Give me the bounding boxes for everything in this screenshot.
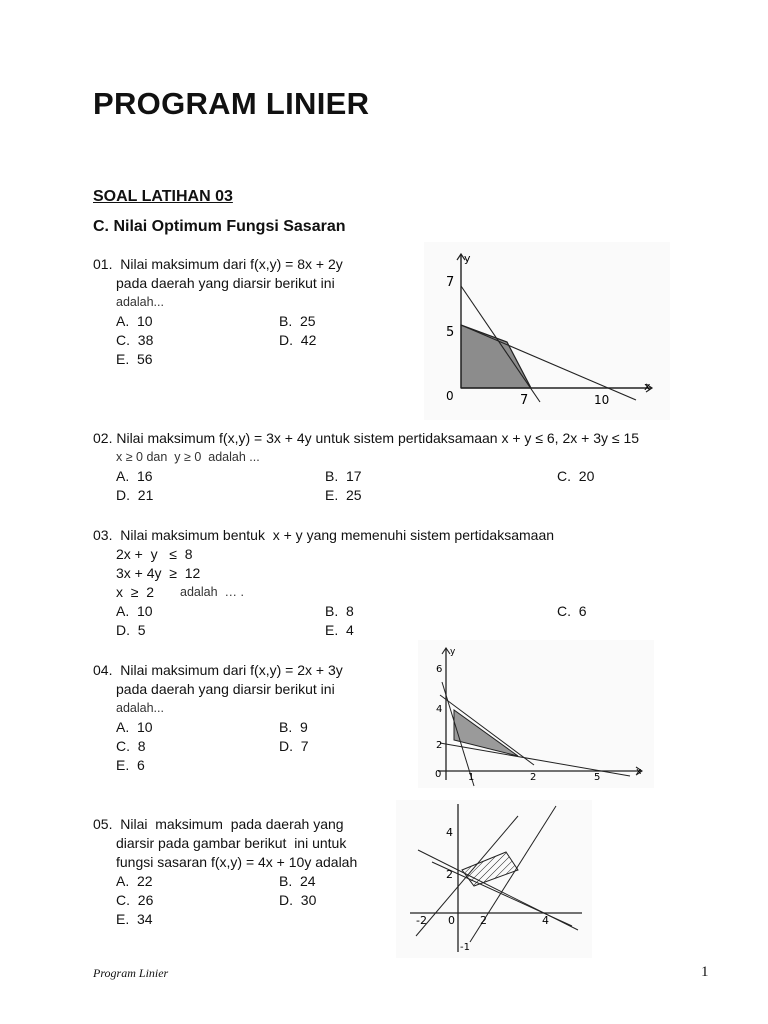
tick-label: 2 [530,772,537,783]
tick-label: 0 [446,389,454,403]
x-axis-label: x [636,767,642,777]
option: B. 17 [325,468,362,484]
option: C. 6 [557,603,587,619]
option: D. 7 [279,738,309,754]
option: B. 9 [279,719,308,735]
question-text: pada daerah yang diarsir berikut ini [116,681,335,697]
graph-figure-1 [424,242,670,420]
tick-label: 7 [520,393,529,408]
option: E. 4 [325,622,354,638]
option: D. 30 [279,892,317,908]
tick-label: -1 [460,942,470,953]
option: C. 26 [116,892,154,908]
section-heading: SOAL LATIHAN 03 [93,188,233,205]
option: D. 42 [279,332,317,348]
question-text: 3x + 4y ≥ 12 [116,565,201,581]
subsection-heading: C. Nilai Optimum Fungsi Sasaran [93,218,346,235]
question-text: adalah … . [180,585,244,599]
question-text: x ≥ 0 dan y ≥ 0 adalah ... [116,450,260,464]
option: D. 21 [116,487,154,503]
x-axis-label: x [644,380,651,393]
option: E. 6 [116,757,145,773]
graph-figure-2 [418,640,654,788]
option: A. 10 [116,719,153,735]
question-text: diarsir pada gambar berikut ini untuk [116,835,347,851]
tick-label: 2 [480,914,487,927]
tick-label: 6 [436,664,443,675]
page-number: 1 [701,964,709,980]
shaded-region [462,852,518,886]
question-text: pada daerah yang diarsir berikut ini [116,275,335,291]
question-text: adalah... [116,295,164,309]
question-text: 04. Nilai maksimum dari f(x,y) = 2x + 3y [93,662,343,678]
page-title: PROGRAM LINIER [93,86,370,121]
shaded-region [454,710,518,756]
y-axis-label: y [450,647,456,657]
tick-label: 0 [448,914,455,927]
option: E. 25 [325,487,362,503]
question-text: 01. Nilai maksimum dari f(x,y) = 8x + 2y [93,256,343,272]
tick-label: 4 [436,704,443,715]
option: D. 5 [116,622,146,638]
y-axis-label: y [464,252,471,265]
graph-figure-3 [396,800,592,958]
option: C. 38 [116,332,154,348]
option: C. 8 [116,738,146,754]
tick-label: 1 [468,772,475,783]
option: A. 10 [116,313,153,329]
shaded-region [461,325,531,388]
option: B. 8 [325,603,354,619]
option: A. 22 [116,873,153,889]
tick-label: 5 [446,325,455,340]
option: E. 56 [116,351,153,367]
question-text: 02. Nilai maksimum f(x,y) = 3x + 4y untuk sistem pertidaksamaan x + y ≤ 6, 2x + 3y ≤ 15 [93,430,640,446]
question-text: fungsi sasaran f(x,y) = 4x + 10y adalah [116,854,358,870]
option: A. 10 [116,603,153,619]
tick-label: 5 [594,772,601,783]
footer-title: Program Linier [93,966,169,980]
question-text: 03. Nilai maksimum bentuk x + y yang memenuhi sistem pertidaksamaan [93,527,555,543]
option: E. 34 [116,911,153,927]
question-text: x ≥ 2 [116,584,155,600]
tick-label: -2 [416,914,427,927]
tick-label: 10 [594,393,610,407]
tick-label: 7 [446,275,455,290]
tick-label: 2 [446,868,453,881]
tick-label: 4 [542,914,549,927]
question-text: 05. Nilai maksimum pada daerah yang [93,816,344,832]
option: C. 20 [557,468,595,484]
question-text: 2x + y ≤ 8 [116,546,193,562]
option: B. 24 [279,873,316,889]
question-text: adalah... [116,701,164,715]
tick-label: 4 [446,826,453,839]
option: A. 16 [116,468,153,484]
option: B. 25 [279,313,316,329]
tick-label: 0 [435,769,442,780]
tick-label: 2 [436,740,443,751]
